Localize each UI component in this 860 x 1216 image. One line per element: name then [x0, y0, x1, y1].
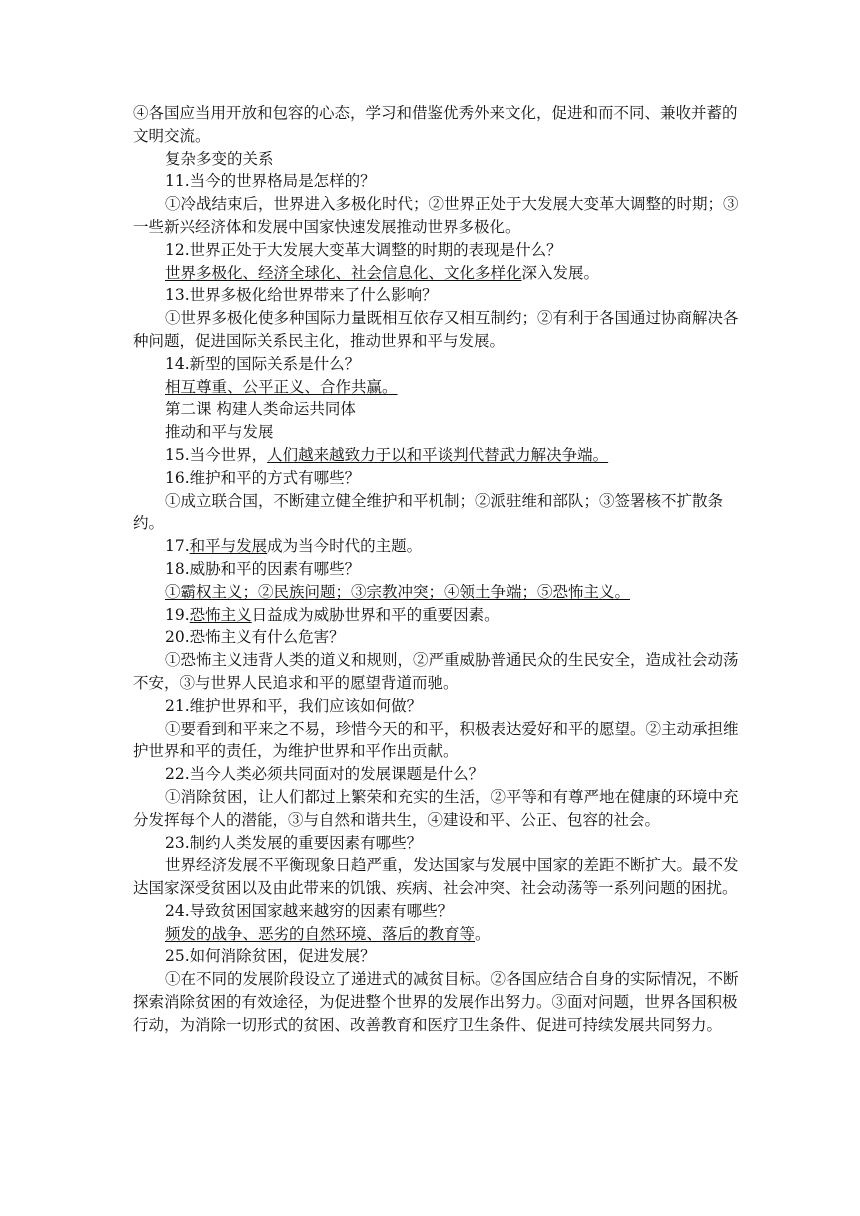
paragraph [133, 421, 743, 444]
text-run: ①恐怖主义违背人类的道义和规则，②严重威胁普通民众的生民安全，造成社会动荡不安，③与世界人民追求和平的愿望背道而驰。 [133, 651, 739, 692]
text-run: 日益成为威胁世界和平的重要因素。 [251, 605, 500, 624]
paragraph [133, 900, 743, 923]
text-run: 19. [165, 605, 190, 624]
underlined-text: 人们越来越致力于以和平谈判代替武力解决争端。 [267, 445, 609, 464]
text-run: 24.导致贫困国家越来越穷的因素有哪些？ [165, 901, 454, 920]
paragraph [133, 558, 743, 581]
text-run: 复杂多变的关系 [165, 149, 274, 168]
paragraph [133, 695, 743, 718]
text-run: 深入发展。 [521, 263, 600, 282]
text-run: ①成立联合国，不断建立健全维护和平机制；②派驻维和部队；③签署核不扩散条约。 [133, 491, 724, 533]
text-run: 12.世界正处于大发展大变革大调整的时期的表现是什么？ [165, 240, 562, 259]
paragraph [133, 763, 743, 786]
underlined-text: 相互尊重、公平正义、合作共赢。 [165, 377, 398, 396]
text-run: 21.维护世界和平，我们应该如何做？ [165, 696, 423, 715]
underlined-text: 频发的战争、恶劣的自然环境、落后的教育等 [165, 924, 476, 943]
paragraph [133, 376, 743, 399]
paragraph [133, 398, 743, 421]
text-run: ①世界多极化使多种国际力量既相互依存又相互制约；②有利于各国通过协商解决各种问题，促进国际关系民主化，推动世界和平与发展。 [133, 309, 739, 350]
paragraph [133, 649, 743, 695]
paragraph [133, 604, 743, 627]
text-run: 第二课 构建人类命运共同体 [165, 400, 356, 419]
paragraph [133, 832, 743, 855]
paragraph [133, 945, 743, 968]
paragraph [133, 923, 743, 946]
underlined-text: ①霸权主义；②民族问题；③宗教冲突；④领土争端；⑤恐怖主义。 [165, 582, 631, 601]
text-run: 成为当今时代的主题。 [267, 537, 423, 556]
paragraph [133, 535, 743, 558]
text-run: 20.恐怖主义有什么危害？ [165, 628, 345, 647]
paragraph [133, 786, 743, 832]
underlined-text: 恐怖主义 [189, 605, 252, 624]
underlined-text: 世界多极化、经济全球化、社会信息化、文化多样化 [165, 263, 522, 282]
text-run: 16.维护和平的方式有哪些？ [165, 468, 361, 487]
text-run: 14.新型的国际关系是什么？ [165, 354, 361, 373]
text-run: ④各国应当用开放和包容的心态，学习和借鉴优秀外来文化，促进和而不同、兼收并蓄的文明交流。 [133, 104, 738, 145]
paragraph [133, 148, 743, 171]
paragraph [133, 262, 743, 285]
paragraph [133, 626, 743, 649]
paragraph [133, 284, 743, 307]
paragraph [133, 170, 743, 193]
text-run: 25.如何消除贫困，促进发展？ [165, 947, 376, 966]
paragraph [133, 444, 743, 467]
paragraph [133, 193, 743, 239]
paragraph [133, 353, 743, 376]
document-page [133, 102, 743, 1037]
text-run: 15.当今世界， [165, 445, 268, 464]
underlined-text: 和平与发展 [189, 537, 268, 556]
text-run: 23.制约人类发展的重要因素有哪些？ [165, 833, 423, 852]
text-run: 推动和平与发展 [165, 423, 274, 442]
text-run: ①冷战结束后，世界进入多极化时代；②世界正处于大发展大变革大调整的时期；③一些新兴经济体和发展中国家快速发展推动世界多极化。 [133, 195, 739, 236]
paragraph [133, 490, 743, 536]
text-run: 17. [165, 537, 190, 556]
text-run: 11.当今的世界格局是怎样的？ [165, 172, 376, 191]
text-run: ①在不同的发展阶段设立了递进式的减贫目标。②各国应结合自身的实际情况，不断探索消除贫困的有效途径，为促进整个世界的发展作出努力。③面对问题，世界各国积极行动，为消除一切形式的贫困、改善教育和医疗卫生条件、促进可持续发展共同努力。 [133, 970, 739, 1034]
text-run: ①消除贫困，让人们都过上繁荣和充实的生活，②平等和有尊严地在健康的环境中充分发挥每个人的潜能，③与自然和谐共生，④建设和平、公正、包容的社会。 [133, 787, 739, 829]
paragraph [133, 102, 743, 148]
text-run: 世界经济发展不平衡现象日趋严重，发达国家与发展中国家的差距不断扩大。最不发达国家深受贫困以及由此带来的饥饿、疾病、社会冲突、社会动荡等一系列问题的困扰。 [133, 856, 739, 898]
paragraph [133, 307, 743, 353]
text-run: 18.威胁和平的因素有哪些？ [165, 559, 361, 578]
text-run: 13.世界多极化给世界带来了什么影响？ [165, 286, 438, 305]
text-run: 22.当今人类必须共同面对的发展课题是什么？ [165, 765, 485, 784]
text-run: ①要看到和平来之不易，珍惜今天的和平，积极表达爱好和平的愿望。②主动承担维护世界和平的责任，为维护世界和平作出贡献。 [133, 719, 739, 761]
paragraph [133, 854, 743, 900]
paragraph [133, 467, 743, 490]
paragraph [133, 718, 743, 764]
paragraph [133, 239, 743, 262]
paragraph [133, 581, 743, 604]
text-run: 。 [475, 924, 491, 943]
paragraph [133, 968, 743, 1036]
